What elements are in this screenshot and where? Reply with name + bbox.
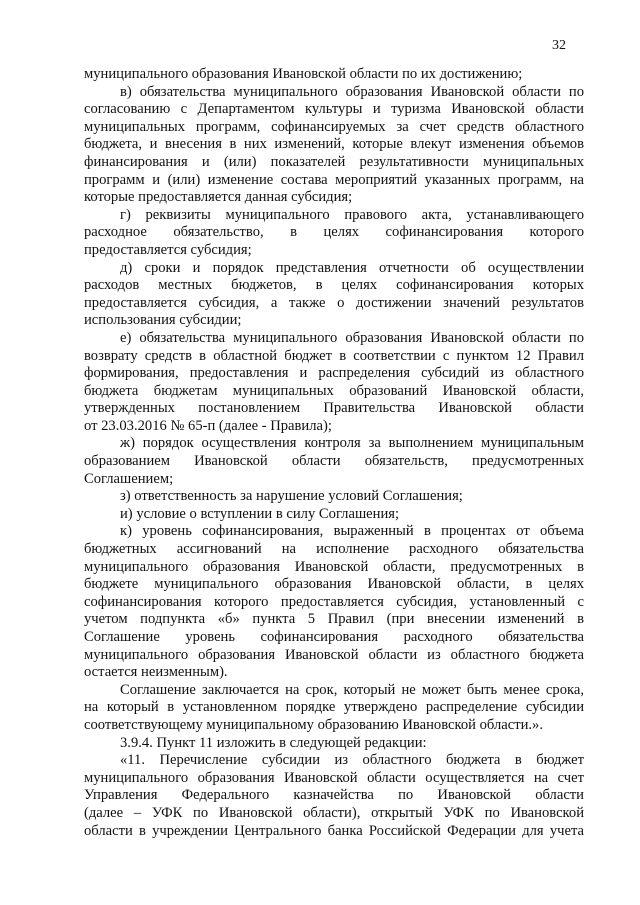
text-line: утвержденных постановлением Правительства Ивановской области: [84, 400, 584, 417]
text-line: муниципального образования Ивановской области по их достижению;: [84, 66, 523, 82]
text-line: которые предоставляется данная субсидия;: [84, 189, 353, 206]
text-line: финансирования и (или) показателей результативности муниципальных: [84, 153, 584, 170]
text-line: муниципального образования Ивановской области осуществляется на счет: [84, 769, 584, 786]
text-line: Соглашение заключается на срок, который не может быть менее срока,: [120, 681, 584, 698]
text-line: (далее – УФК по Ивановской области), открытый УФК по Ивановской: [84, 804, 584, 821]
text-line: Соглашение уровень софинансирования расходного обязательства: [84, 629, 584, 645]
text-line: 3.9.4. Пункт 11 изложить в следующей редакции:: [120, 734, 427, 751]
text-line: бюджета бюджетам муниципальных образований Ивановской области,: [84, 382, 584, 399]
text-line: формирования, предоставления и распределения субсидий из областного: [84, 365, 584, 382]
text-line: остается неизменным).: [84, 664, 228, 681]
text-line: муниципальных программ, софинансируемых за счет средств областного: [84, 118, 584, 135]
text-line: Соглашением;: [84, 470, 174, 487]
text-line: ж) порядок осуществления контроля за выполнением муниципальным: [120, 435, 584, 452]
text-line: от 23.03.2016 № 65-п (далее - Правила);: [84, 417, 332, 434]
text-line: в) обязательства муниципального образования Ивановской области по: [120, 83, 584, 100]
text-line: з) ответственность за нарушение условий Соглашения;: [120, 488, 463, 505]
text-line: образованием Ивановской области обязательств, предусмотренных: [84, 453, 584, 470]
text-line: согласованию с Департаментом культуры и туризма Ивановской области: [84, 101, 584, 118]
text-line: программ и (или) изменение состава мероприятий указанных программ, на: [84, 171, 584, 188]
text-line: области в учреждении Центрального банка Российской Федерации для учета: [84, 822, 584, 839]
text-line: предоставляется субсидия;: [84, 241, 252, 258]
text-line: учетом подпункта «б» пункта 5 Правил (при внесении изменений в: [84, 611, 584, 628]
text-line: на который в установленном порядке утверждено распределение субсидии: [84, 699, 584, 716]
text-line: расходное обязательство, в целях софинансирования которого: [84, 224, 584, 241]
text-line: бюджете муниципального образования Ивановской области, в целях: [84, 576, 584, 593]
text-line: софинансирования которого предоставляется субсидия, установленный с: [84, 593, 584, 610]
text-line: е) обязательства муниципального образования Ивановской области по: [120, 329, 584, 346]
text-line: и) условие о вступлении в силу Соглашения;: [120, 505, 400, 522]
page-number: 32: [552, 38, 566, 53]
text-line: г) реквизиты муниципального правового акта, устанавливающего: [120, 206, 584, 223]
text-line: Управления Федерального казначейства по Ивановской области: [84, 787, 584, 804]
text-line: предоставляется субсидия, а также о достижении значений результатов: [84, 294, 584, 311]
text-line: использования субсидии;: [84, 312, 242, 329]
text-line: муниципального образования Ивановской области из областного бюджета: [84, 646, 584, 663]
text-line: к) уровень софинансирования, выраженный в процентах от объема: [120, 523, 584, 540]
text-line: расходов местных бюджетов, в целях софинансирования которых: [84, 277, 584, 294]
text-line: «11. Перечисление субсидии из областного бюджета в бюджет: [120, 752, 584, 769]
text-line: бюджета, и внесения в них изменений, которые влекут изменения объемов: [84, 136, 584, 153]
document-body: [84, 66, 584, 840]
text-line: д) сроки и порядок представления отчетности об осуществлении: [120, 259, 584, 276]
text-line: бюджетных ассигнований на исполнение расходного обязательства: [84, 541, 584, 558]
text-line: соответствующему муниципальному образованию Ивановской области.».: [84, 716, 543, 733]
text-line: возврату средств в областной бюджет в соответствии с пунктом 12 Правил: [84, 347, 584, 364]
text-line: муниципального образования Ивановской области, предусмотренных в: [84, 558, 584, 575]
